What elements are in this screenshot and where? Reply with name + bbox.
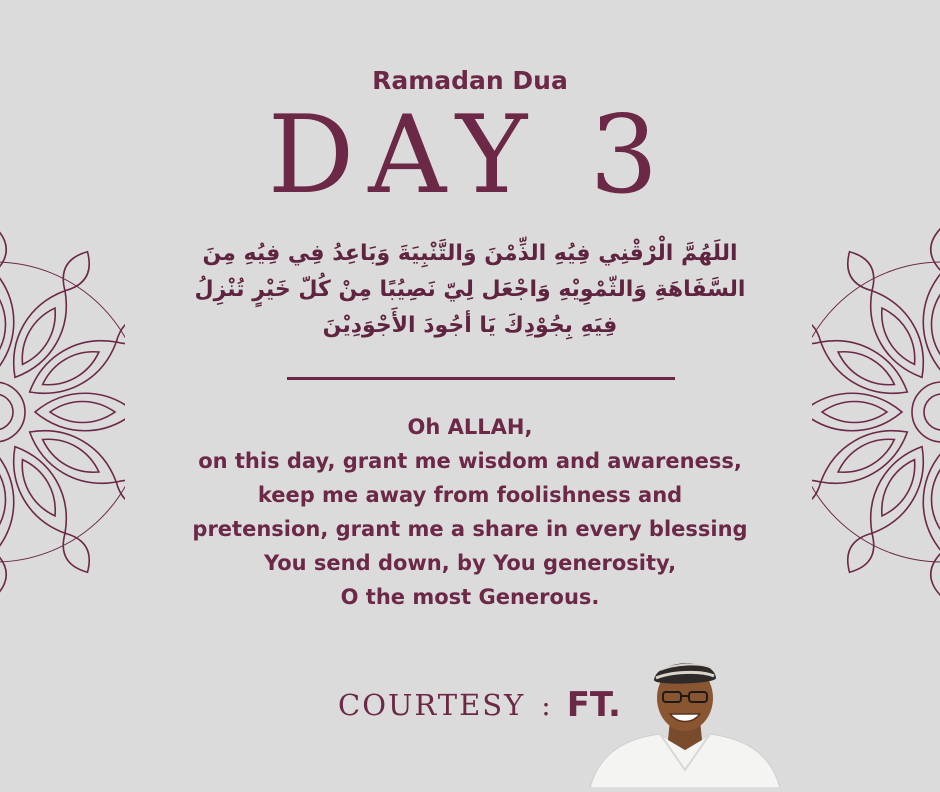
divider <box>287 377 675 380</box>
page-title: DAY 3 <box>267 93 673 218</box>
courtesy-label: COURTESY <box>338 688 526 722</box>
mandala-ornament-right-icon <box>812 222 940 602</box>
courtesy-credit <box>338 683 621 727</box>
subtitle: Ramadan Dua <box>372 66 568 95</box>
translation-line: on this day, grant me wisdom and awareness, <box>198 449 742 473</box>
courtesy-name: FT. <box>566 685 621 725</box>
translation-line: O the most Generous. <box>340 585 600 609</box>
translation-text <box>150 410 790 614</box>
portrait-image <box>590 650 780 788</box>
arabic-dua-text <box>190 236 750 344</box>
courtesy-separator: : <box>541 688 551 722</box>
translation-line: pretension, grant me a share in every blessing <box>192 517 748 541</box>
translation-line: You send down, by You generosity, <box>263 551 677 575</box>
mandala-ornament-left-icon <box>0 222 125 602</box>
translation-line: keep me away from foolishness and <box>257 483 683 507</box>
arabic-line: اللَهُمَّ الْرْقْنِي فِيُهِ الذِّمْنَ وَالتَّنْبِيَةَ وَبَاعِدُ فِي فِيُهِ مِنَ <box>202 241 738 266</box>
translation-line: Oh ALLAH, <box>407 415 533 439</box>
arabic-line: فِيَهِ بِجُوْدِكَ يَا أجُودَ الأَجْوَدِيْنَ <box>322 313 618 338</box>
arabic-line: السَّفَاهَةِ وَالثّمْوِيْهِ وَاجْعَل لِيّ نَصِيُبًا مِنْ كُلّ خَيْرٍ تُنْزِلُ <box>194 277 746 302</box>
